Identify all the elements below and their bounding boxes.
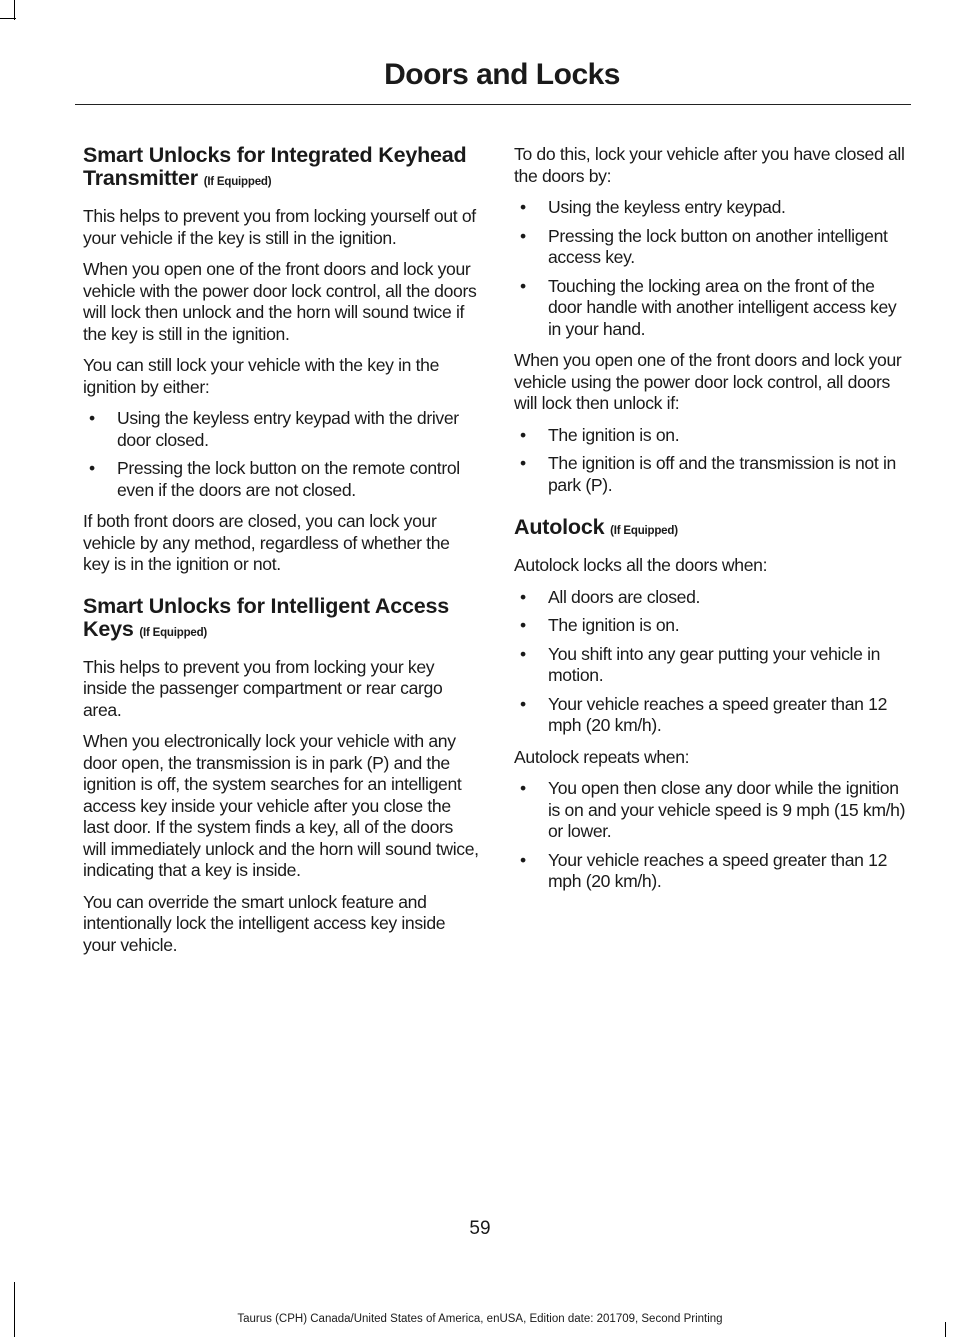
paragraph: To do this, lock your vehicle after you have closed all the doors by:: [514, 144, 905, 186]
heading-text: Smart Unlocks for Intelligent Access Keys: [83, 593, 449, 641]
paragraph: When you electronically lock your vehicle with any door open, the transmission is in park (P) and the ignition is off, the system searches for an intelligent access key inside your vehicle after you close the last door. If the system finds a key, all of the doors will immediately unlock and the horn will sound twice, indicating that a key is inside.: [83, 731, 479, 880]
left-column: [83, 144, 479, 966]
crop-mark-top-left-vertical: [14, 0, 15, 20]
right-column: [514, 144, 910, 903]
section-heading-autolock: [514, 516, 910, 543]
section-heading-intelligent-access: [83, 595, 479, 645]
section-heading-integrated-keyhead: [83, 144, 479, 194]
paragraph: This helps to prevent you from locking your key inside the passenger compartment or rear cargo area.: [83, 656, 443, 720]
list-item: • You open then close any door while the ignition is on and your vehicle speed is 9 mph (15 km/h) or lower.: [514, 778, 910, 843]
bullet-list: [83, 408, 479, 501]
bullet-list: [514, 425, 910, 497]
list-item: • You shift into any gear putting your vehicle in motion.: [514, 644, 910, 687]
paragraph: This helps to prevent you from locking yourself out of your vehicle if the key is still in the ignition.: [83, 206, 476, 248]
paragraph: Autolock locks all the doors when:: [514, 555, 768, 575]
list-item: • The ignition is on.: [514, 615, 910, 637]
heading-text: Autolock: [514, 515, 605, 539]
list-item: • Using the keyless entry keypad with the driver door closed.: [83, 408, 479, 451]
footer-edition-info: Taurus (CPH) Canada/United States of America, enUSA, Edition date: 201709, Second Printing: [237, 1313, 723, 1325]
list-item: • Touching the locking area on the front of the door handle with another intelligent access key in your hand.: [514, 276, 910, 341]
list-item: • Pressing the lock button on the remote control even if the doors are not closed.: [83, 458, 479, 501]
if-equipped-qualifier: (If Equipped): [139, 626, 208, 639]
paragraph: When you open one of the front doors and lock your vehicle with the power door lock control, all the doors will lock then unlock and the horn will sound twice if the key is still in the ignition.: [83, 259, 477, 344]
page-header-title: Doors and Locks: [384, 58, 620, 91]
if-equipped-qualifier: (If Equipped): [203, 176, 272, 188]
bullet-list: [514, 778, 910, 893]
paragraph: When you open one of the front doors and lock your vehicle using the power door lock control, all doors will lock then unlock if:: [514, 350, 902, 413]
paragraph: You can override the smart unlock feature and intentionally lock the intelligent access key inside your vehicle.: [83, 891, 446, 955]
list-item: • Using the keyless entry keypad.: [514, 197, 910, 219]
list-item: • All doors are closed.: [514, 587, 910, 609]
bullet-list: [514, 197, 910, 340]
paragraph: Autolock repeats when:: [514, 746, 690, 767]
bullet-list: [514, 587, 910, 737]
if-equipped-qualifier: (If Equipped): [610, 525, 678, 537]
page-number: 59: [469, 1218, 491, 1239]
list-item: • Your vehicle reaches a speed greater than 12 mph (20 km/h).: [514, 694, 910, 737]
crop-mark-bottom-left-vertical: [14, 1282, 15, 1337]
crop-mark-top-left-horizontal: [0, 18, 16, 19]
list-item: • The ignition is on.: [514, 425, 910, 447]
header-divider: [75, 104, 911, 105]
list-item: • Your vehicle reaches a speed greater than 12 mph (20 km/h).: [514, 850, 910, 893]
list-item: • Pressing the lock button on another intelligent access key.: [514, 226, 910, 269]
paragraph: You can still lock your vehicle with the key in the ignition by either:: [83, 355, 440, 397]
paragraph: If both front doors are closed, you can lock your vehicle by any method, regardless of whether the key is in the ignition or not.: [83, 511, 450, 574]
heading-text: Smart Unlocks for Integrated Keyhead Transmitter: [83, 143, 467, 190]
list-item: • The ignition is off and the transmission is not in park (P).: [514, 453, 910, 496]
